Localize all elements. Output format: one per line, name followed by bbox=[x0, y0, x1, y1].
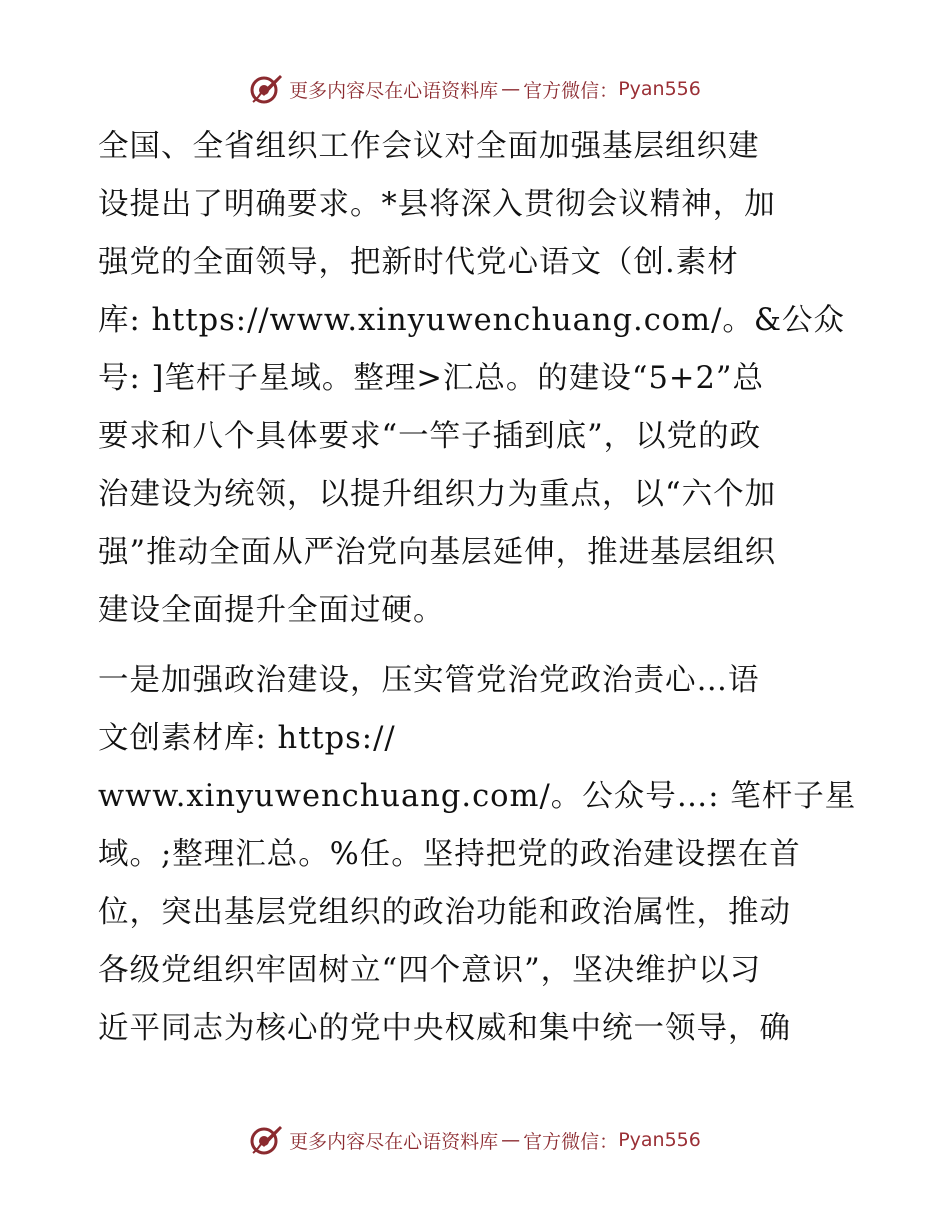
text-line: 各级党组织牢固树立“四个意识”，坚决维护以习 bbox=[98, 953, 762, 988]
banner-text: 更多内容尽在心语资料库 bbox=[289, 79, 499, 102]
text-line: 设提出了明确要求。*县将深入贯彻会议精神，加 bbox=[98, 187, 776, 222]
wechat-label: 官方微信： bbox=[523, 79, 619, 102]
document-body bbox=[98, 118, 857, 1058]
header-banner bbox=[0, 72, 950, 106]
text-line: 要求和八个具体要求“一竿子插到底”，以党的政 bbox=[98, 419, 762, 454]
footer-banner bbox=[0, 1123, 950, 1157]
text-line: www.xinyuwenchuang.com/。公众号…: 笔杆子星 bbox=[98, 779, 857, 814]
text-line: 一是加强政治建设，压实管党治党政治责心…语 bbox=[98, 663, 760, 698]
banner-separator: — bbox=[501, 78, 521, 100]
wechat-label: 官方微信： bbox=[523, 1130, 619, 1153]
text-line: 近平同志为核心的党中央权威和集中统一领导，确 bbox=[98, 1011, 791, 1046]
wechat-id: Pyan556 bbox=[618, 78, 701, 100]
text-line: 建设全面提升全面过硬。 bbox=[98, 593, 445, 628]
banner-text: 更多内容尽在心语资料库 bbox=[289, 1130, 499, 1153]
text-line: 全国、全省组织工作会议对全面加强基层组织建 bbox=[98, 129, 760, 164]
text-line: 强党的全面领导，把新时代党心语文（创.素材 bbox=[98, 245, 739, 280]
text-line: 强”推动全面从严治党向基层延伸，推进基层组织 bbox=[98, 535, 777, 570]
text-line: 文创素材库: https:// bbox=[98, 721, 396, 756]
quill-pen-logo-icon bbox=[249, 72, 283, 106]
text-line: 位，突出基层党组织的政治功能和政治属性，推动 bbox=[98, 895, 791, 930]
banner-separator: — bbox=[501, 1129, 521, 1151]
wechat-id: Pyan556 bbox=[618, 1129, 701, 1151]
quill-pen-logo-icon bbox=[249, 1123, 283, 1157]
paragraph bbox=[98, 652, 857, 1058]
text-line: 库: https://www.xinyuwenchuang.com/。&公众 bbox=[98, 303, 846, 338]
paragraph bbox=[98, 118, 850, 640]
text-line: 号: ]笔杆子星域。整理>汇总。的建设“5+2”总 bbox=[98, 361, 764, 396]
text-line: 治建设为统领，以提升组织力为重点，以“六个加 bbox=[98, 477, 777, 512]
text-line: 域。;整理汇总。%任。坚持把党的政治建设摆在首 bbox=[98, 837, 801, 872]
